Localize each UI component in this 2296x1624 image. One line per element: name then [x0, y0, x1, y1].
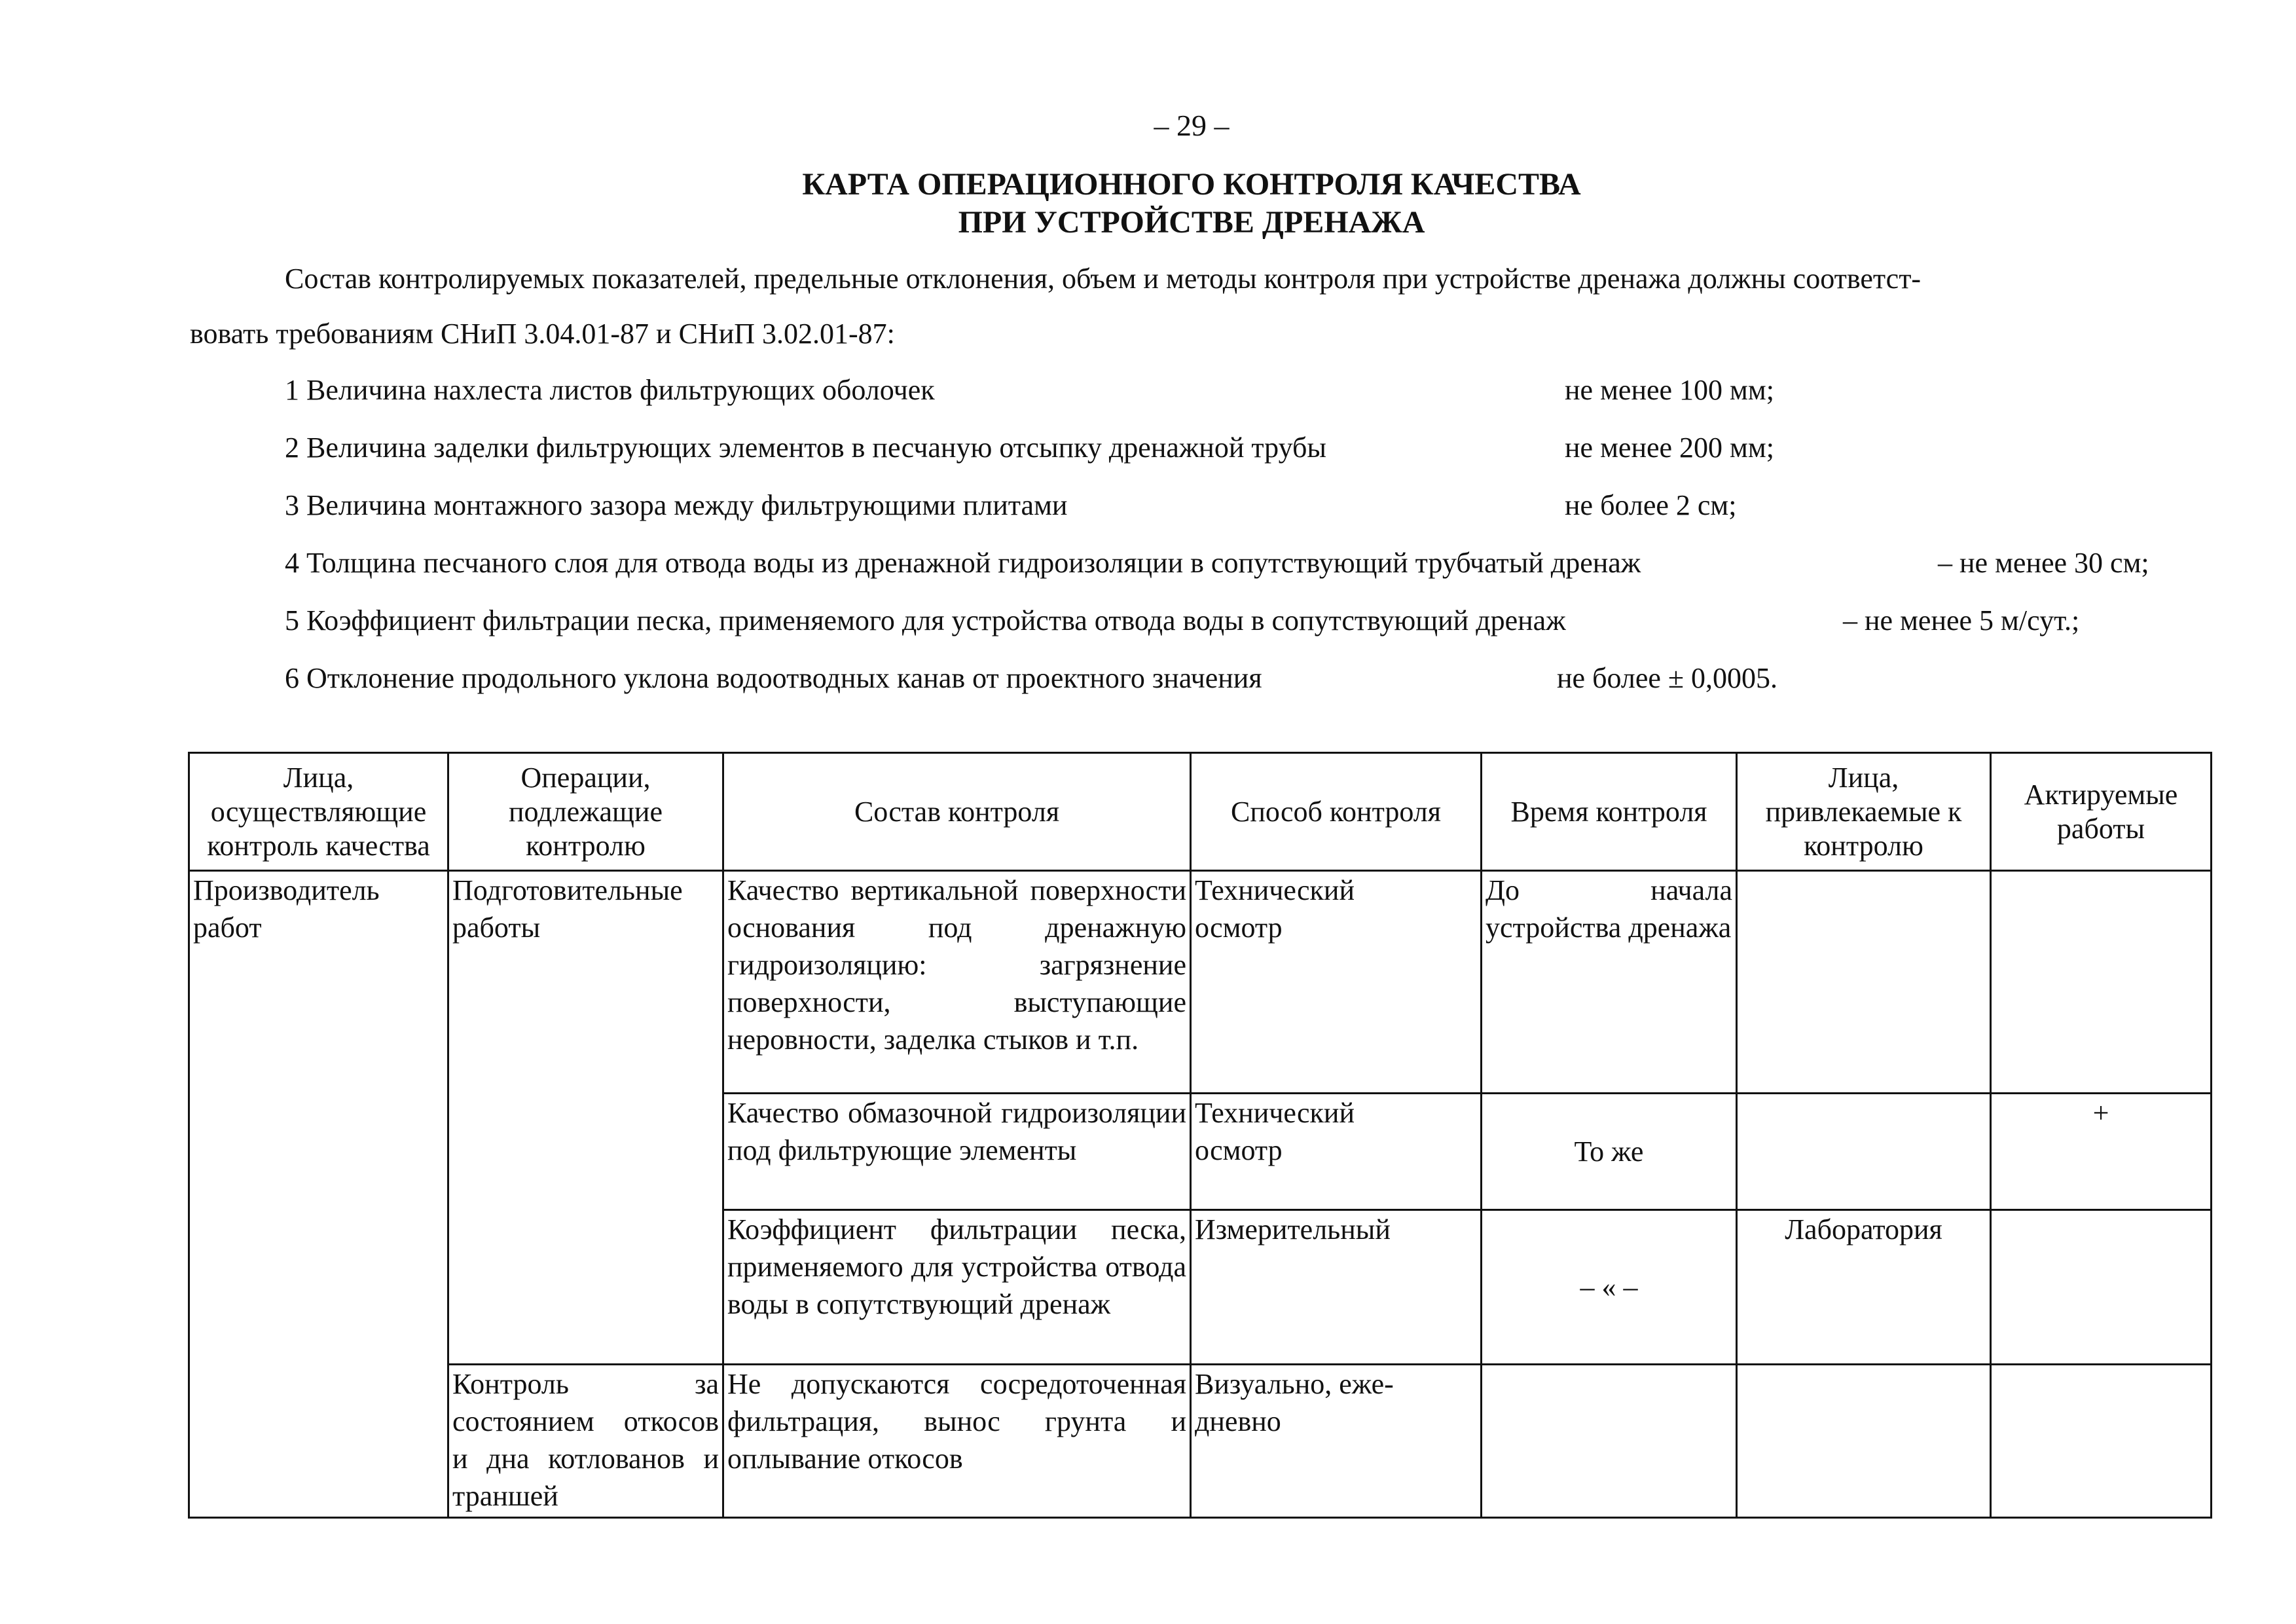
cell-composition: Качество вертикальной поверхности основания под дренажную гидроизоляцию: загрязнение поверхности, выступающие неровности, заделка стыков и т.п.	[723, 871, 1191, 1094]
document-title-line-1: КАРТА ОПЕРАЦИОННОГО КОНТРОЛЯ КАЧЕСТВА	[802, 167, 1581, 202]
header-persons: Лица, осуществляющие контроль качества	[189, 753, 448, 871]
cell-involved	[1737, 1094, 1991, 1210]
requirement-6-limit: не более ± 0,0005.	[1557, 662, 1778, 694]
cell-operation-slopes: Контроль за состоянием откосов и дна котлованов и траншей	[448, 1365, 723, 1518]
cell-time	[1482, 1365, 1737, 1518]
cell-persons: Производитель работ	[189, 871, 448, 1518]
cell-acted	[1991, 871, 2212, 1094]
cell-involved: Лаборатория	[1737, 1210, 1991, 1365]
intro-line-1: Состав контролируемых показателей, предельные отклонения, объем и методы контроля при устройстве дренажа должны соответст-	[285, 263, 1922, 295]
requirement-5-limit: – не менее 5 м/сут.;	[1843, 604, 2080, 637]
cell-method	[1191, 1094, 1482, 1210]
method-word-2: дневно	[1195, 1405, 1281, 1437]
requirement-4-text: 4 Толщина песчаного слоя для отвода воды из дренажной гидроизоляции в сопутствующий трубчатый дренаж	[285, 547, 1641, 579]
requirement-4-limit: – не менее 30 см;	[1938, 547, 2149, 579]
cell-operation-preparatory: Подготовительные работы	[448, 871, 723, 1365]
intro-line-2: вовать требованиям СНиП 3.04.01-87 и СНиП 3.02.01-87:	[190, 318, 895, 350]
method-word-1: Технический	[1195, 874, 1355, 906]
cell-composition: Качество обмазочной гидроизоляции под фильтрующие элементы	[723, 1094, 1191, 1210]
requirement-6-text: 6 Отклонение продольного уклона водоотводных канав от проектного значения	[285, 662, 1262, 694]
cell-involved	[1737, 1365, 1991, 1518]
header-time: Время контроля	[1482, 753, 1737, 871]
cell-acted	[1991, 1210, 2212, 1365]
requirement-3-limit: не более 2 см;	[1565, 489, 1737, 521]
header-method: Способ контроля	[1191, 753, 1482, 871]
cell-time: То же	[1482, 1094, 1737, 1210]
requirement-2-limit: не менее 200 мм;	[1565, 432, 1774, 464]
requirement-2-text: 2 Величина заделки фильтрующих элементов в песчаную отсыпку дренажной трубы	[285, 432, 1326, 464]
method-word-2: осмотр	[1195, 912, 1283, 944]
table-header-row	[189, 753, 2212, 871]
table-row	[189, 871, 2212, 1094]
cell-time: До начала устройства дренажа	[1482, 871, 1737, 1094]
quality-control-table	[188, 752, 2212, 1519]
requirement-1-text: 1 Величина нахлеста листов фильтрующих оболочек	[285, 374, 935, 406]
cell-method	[1191, 871, 1482, 1094]
cell-composition: Не допускаются сосредоточенная фильтрация, вынос грунта и оплывание откосов	[723, 1365, 1191, 1518]
page-number: – 29 –	[1154, 109, 1230, 142]
header-involved: Лица, привлекаемые к контролю	[1737, 753, 1991, 871]
table-row	[189, 1365, 2212, 1518]
requirement-5-text: 5 Коэффициент фильтрации песка, применяемого для устройства отвода воды в сопутствующий дренаж	[285, 604, 1566, 637]
header-operations: Операции, подлежащие контролю	[448, 753, 723, 871]
method-word-2: осмотр	[1195, 1134, 1283, 1166]
header-acted-works: Актируемые работы	[1991, 753, 2212, 871]
cell-method	[1191, 1365, 1482, 1518]
method-word-1: Измерительный	[1195, 1213, 1391, 1246]
cell-acted	[1991, 1365, 2212, 1518]
cell-involved	[1737, 871, 1991, 1094]
document-title-line-2: ПРИ УСТРОЙСТВЕ ДРЕНАЖА	[958, 205, 1425, 240]
method-word-1: Визуально, еже-	[1195, 1368, 1394, 1400]
cell-time: – « –	[1482, 1210, 1737, 1365]
cell-acted: +	[1991, 1094, 2212, 1210]
header-composition: Состав контроля	[723, 753, 1191, 871]
requirement-3-text: 3 Величина монтажного зазора между фильтрующими плитами	[285, 489, 1068, 521]
cell-method	[1191, 1210, 1482, 1365]
method-word-1: Технический	[1195, 1097, 1355, 1129]
requirement-1-limit: не менее 100 мм;	[1565, 374, 1774, 406]
cell-composition: Коэффициент фильтрации песка, применяемого для устройства отвода воды в сопутствующий дренаж	[723, 1210, 1191, 1365]
